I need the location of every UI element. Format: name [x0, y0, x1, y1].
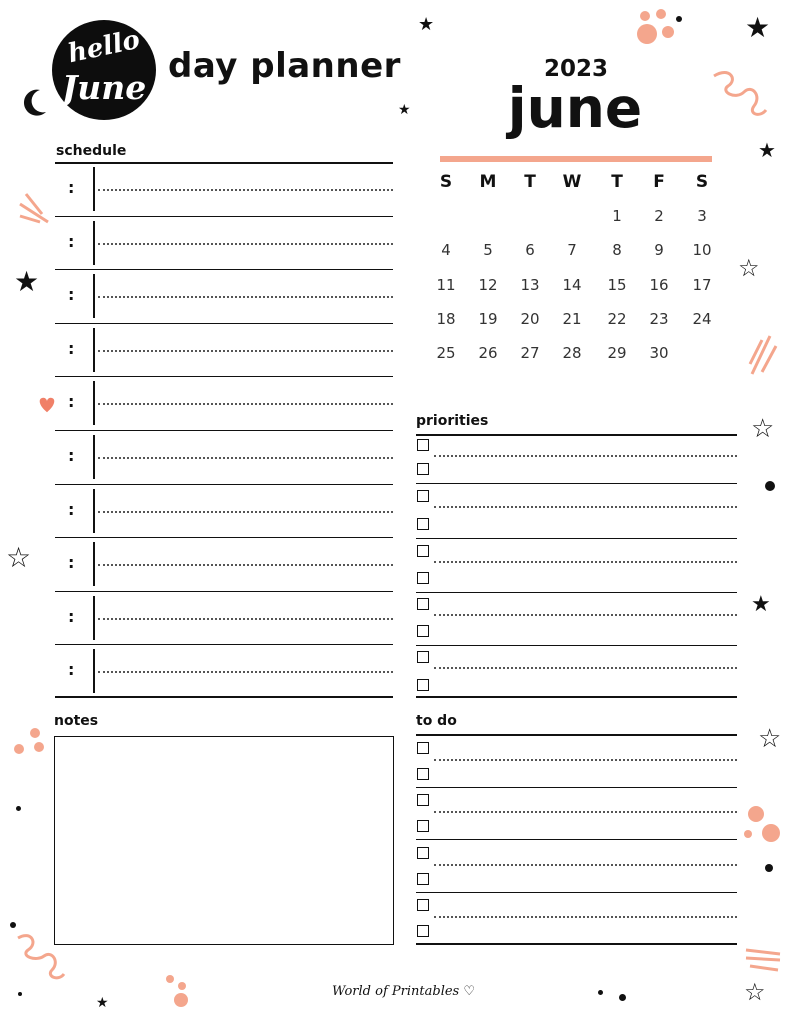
calendar-day: 16: [649, 276, 669, 294]
checkbox-icon[interactable]: [417, 572, 429, 584]
schedule-time-separator: :: [68, 285, 75, 305]
todo-row-rule: [416, 839, 737, 840]
checkbox-icon[interactable]: [417, 768, 429, 780]
todo-dotted-line: [434, 864, 737, 866]
calendar-day: 19: [478, 310, 498, 328]
calendar-day: 27: [520, 344, 540, 362]
calendar-day: 21: [562, 310, 582, 328]
star-icon: ★: [14, 265, 40, 298]
calendar-day: 6: [525, 241, 535, 259]
calendar-day: 11: [436, 276, 456, 294]
confetti-dot: [765, 481, 775, 491]
schedule-time-separator: :: [68, 392, 75, 412]
calendar-day: 28: [562, 344, 582, 362]
checkbox-icon[interactable]: [417, 742, 429, 754]
schedule-divider: [93, 489, 95, 533]
todo-dotted-line: [434, 916, 737, 918]
star-icon: ☆: [738, 254, 760, 282]
checkbox-icon[interactable]: [417, 439, 429, 451]
priorities-row-rule: [416, 483, 737, 484]
weekday-label: F: [653, 172, 665, 192]
priorities-dotted-line: [434, 561, 737, 563]
calendar-day: 10: [692, 241, 712, 259]
schedule-divider: [93, 167, 95, 211]
confetti-dot: [637, 24, 657, 44]
confetti-dot: [18, 992, 22, 996]
priorities-row-rule: [416, 645, 737, 646]
notes-label: notes: [54, 713, 99, 729]
schedule-time-separator: :: [68, 606, 75, 626]
schedule-time-separator: :: [68, 553, 75, 573]
swirl-icon: [710, 66, 770, 120]
calendar-day: 22: [607, 310, 627, 328]
calendar-day: 25: [436, 344, 456, 362]
star-icon: ★: [418, 14, 435, 35]
star-icon: ★: [745, 11, 771, 44]
schedule-divider: [93, 381, 95, 425]
calendar-day: 14: [562, 276, 582, 294]
checkbox-icon[interactable]: [417, 899, 429, 911]
star-icon: ☆: [744, 978, 766, 1006]
confetti-dot: [174, 993, 188, 1007]
calendar-month: june: [507, 76, 643, 140]
schedule-write-line: [98, 189, 393, 191]
schedule-write-line: [98, 564, 393, 566]
weekday-label: M: [479, 172, 497, 192]
moon-icon: [22, 88, 48, 118]
logo-hello-text: hello: [65, 24, 143, 70]
checkbox-icon[interactable]: [417, 679, 429, 691]
star-icon: ☆: [758, 724, 782, 754]
schedule-divider: [93, 435, 95, 479]
priorities-dotted-line: [434, 455, 737, 457]
calendar-accent-rule: [440, 156, 712, 162]
calendar-day: 2: [654, 207, 664, 225]
confetti-dot: [178, 982, 186, 990]
priorities-dotted-line: [434, 506, 737, 508]
calendar-day: 9: [654, 241, 664, 259]
checkbox-icon[interactable]: [417, 598, 429, 610]
weekday-label: W: [562, 172, 582, 192]
calendar-day: 23: [649, 310, 669, 328]
schedule-time-separator: :: [68, 338, 75, 358]
schedule-time-separator: :: [68, 660, 75, 680]
calendar-day: 20: [520, 310, 540, 328]
calendar-day: 17: [692, 276, 712, 294]
todo-label: to do: [416, 713, 457, 729]
star-icon: ★: [758, 138, 776, 162]
checkbox-icon[interactable]: [417, 794, 429, 806]
calendar-day: 12: [478, 276, 498, 294]
checkbox-icon[interactable]: [417, 545, 429, 557]
confetti-dot: [14, 744, 24, 754]
star-icon: ☆: [6, 541, 32, 574]
confetti-dot: [765, 864, 773, 872]
confetti-dot: [656, 9, 666, 19]
hello-june-logo: [52, 20, 156, 120]
schedule-write-line: [98, 296, 393, 298]
star-icon: ★: [751, 592, 771, 617]
confetti-dot: [619, 994, 626, 1001]
swirl-icon: [14, 930, 66, 984]
checkbox-icon[interactable]: [417, 820, 429, 832]
schedule-write-line: [98, 511, 393, 513]
confetti-dot: [744, 830, 752, 838]
checkbox-icon[interactable]: [417, 625, 429, 637]
priorities-row-rule: [416, 592, 737, 593]
confetti-dot: [662, 26, 674, 38]
priorities-dotted-line: [434, 614, 737, 616]
calendar-year: 2023: [543, 56, 608, 82]
weekday-label: S: [439, 172, 453, 192]
schedule-time-separator: :: [68, 446, 75, 465]
schedule-label: schedule: [56, 143, 127, 159]
schedule-write-line: [98, 671, 393, 673]
todo-dotted-line: [434, 811, 737, 813]
schedule-divider: [93, 274, 95, 318]
star-icon: ★: [96, 995, 109, 1011]
confetti-dot: [640, 11, 650, 21]
calendar-day: 4: [441, 241, 451, 259]
schedule-divider: [93, 221, 95, 265]
calendar-day: 8: [612, 241, 622, 259]
checkbox-icon[interactable]: [417, 651, 429, 663]
notes-box[interactable]: [54, 736, 394, 945]
schedule-divider: [93, 649, 95, 693]
schedule-write-line: [98, 618, 393, 620]
confetti-dot: [748, 806, 764, 822]
todo-row-rule: [416, 787, 737, 788]
page-title: day planner: [168, 46, 401, 86]
todo-bottom-rule: [416, 943, 737, 945]
calendar-day: 3: [697, 207, 707, 225]
schedule-time-separator: :: [68, 499, 75, 519]
confetti-dot: [30, 728, 40, 738]
star-icon: ★: [398, 102, 411, 118]
confetti-dot: [762, 824, 780, 842]
checkbox-icon[interactable]: [417, 925, 429, 937]
calendar-day: 15: [607, 276, 627, 294]
checkbox-icon[interactable]: [417, 463, 429, 475]
priorities-dotted-line: [434, 667, 737, 669]
priorities-row-rule: [416, 538, 737, 539]
accent-dashes-icon: [18, 192, 52, 224]
accent-dashes-icon: [744, 946, 782, 972]
calendar-day: 5: [483, 241, 493, 259]
footer-brand: World of Printables ♡: [332, 984, 475, 999]
priorities-bottom-rule: [416, 696, 737, 698]
weekday-label: T: [611, 172, 623, 192]
calendar-day: 13: [520, 276, 540, 294]
todo-top-rule: [416, 734, 737, 736]
todo-row-rule: [416, 892, 737, 893]
checkbox-icon[interactable]: [417, 490, 429, 502]
checkbox-icon[interactable]: [417, 873, 429, 885]
calendar-day: 7: [567, 241, 577, 259]
calendar-day: 24: [692, 310, 712, 328]
schedule-write-line: [98, 403, 393, 405]
checkbox-icon[interactable]: [417, 518, 429, 530]
schedule-time-separator: :: [68, 231, 75, 251]
confetti-dot: [34, 742, 44, 752]
weekday-label: S: [695, 172, 709, 192]
calendar-day: 30: [649, 344, 669, 362]
heart-icon: [38, 396, 56, 414]
schedule-divider: [93, 328, 95, 372]
confetti-dot: [598, 990, 603, 995]
star-icon: ☆: [751, 414, 775, 444]
confetti-dot: [676, 16, 682, 22]
priorities-top-rule: [416, 434, 737, 436]
calendar-day: 1: [612, 207, 622, 225]
schedule-divider: [93, 542, 95, 586]
schedule-divider: [93, 596, 95, 640]
confetti-dot: [10, 922, 16, 928]
schedule-write-line: [98, 457, 393, 459]
accent-dashes-icon: [748, 334, 778, 376]
todo-dotted-line: [434, 759, 737, 761]
calendar-day: 18: [436, 310, 456, 328]
schedule-write-line: [98, 243, 393, 245]
schedule-time-separator: :: [68, 178, 75, 197]
weekday-label: T: [524, 172, 536, 192]
calendar-day: 29: [607, 344, 627, 362]
calendar-day: 26: [478, 344, 498, 362]
schedule-bottom-rule: [55, 696, 393, 698]
logo-june-text: June: [61, 68, 147, 107]
schedule-write-line: [98, 350, 393, 352]
checkbox-icon[interactable]: [417, 847, 429, 859]
confetti-dot: [16, 806, 21, 811]
priorities-label: priorities: [416, 413, 489, 429]
confetti-dot: [166, 975, 174, 983]
